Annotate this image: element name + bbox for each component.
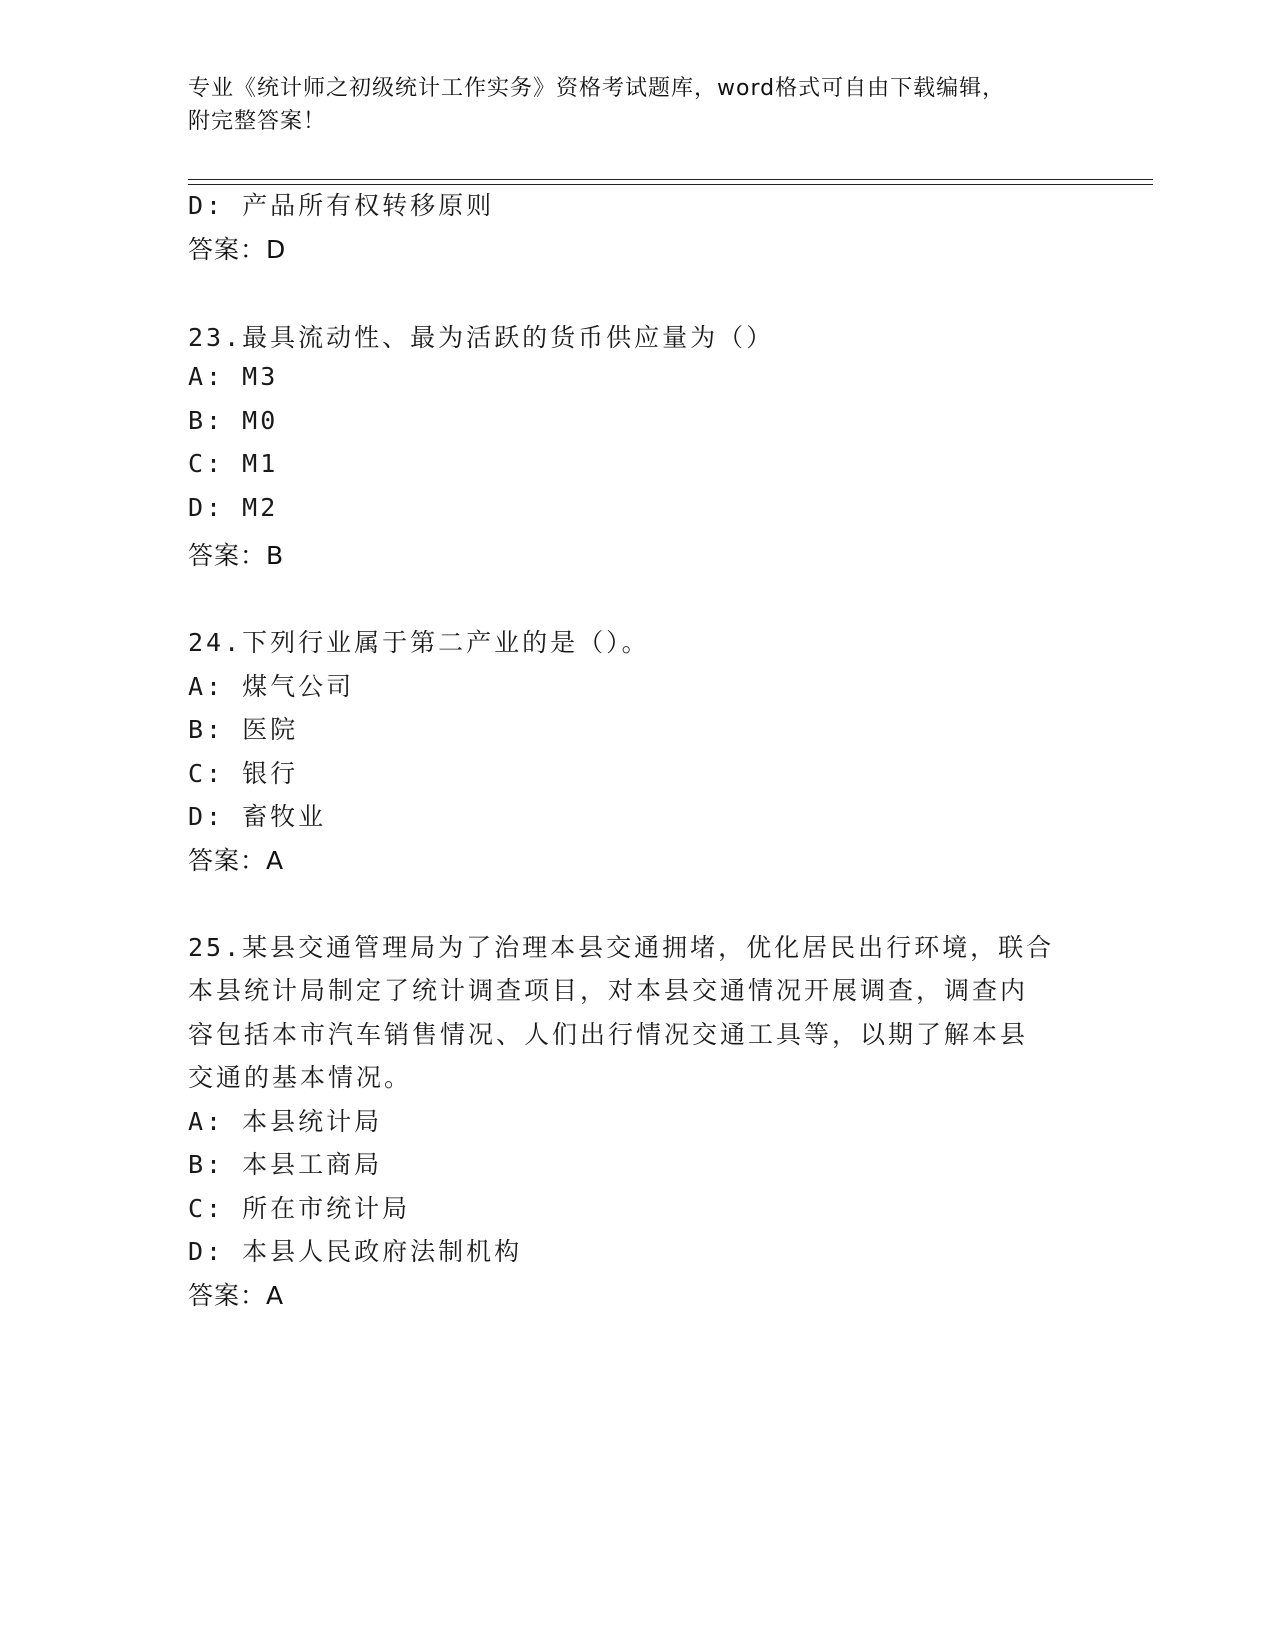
q23-option-b: B: M0 [188, 406, 279, 435]
q25-question-line-2: 本县统计局制定了统计调查项目，对本县交通情况开展调查，调查内 [188, 976, 1029, 1005]
prev-answer: 答案：D [188, 235, 287, 264]
q25-option-c: C: 所在市统计局 [188, 1194, 411, 1223]
q25-answer: 答案：A [188, 1281, 285, 1310]
q25-option-a: A: 本县统计局 [188, 1107, 383, 1136]
q24-option-b: B: 医院 [188, 715, 299, 744]
q25-question-line-1: 25.某县交通管理局为了治理本县交通拥堵，优化居民出行环境，联合 [188, 933, 1055, 962]
q23-answer: 答案：B [188, 541, 285, 570]
header-line-2: 附完整答案！ [188, 109, 327, 134]
prev-option-d: D: 产品所有权转移原则 [188, 191, 495, 220]
q24-option-d: D: 畜牧业 [188, 802, 327, 831]
page-header [188, 72, 1088, 138]
q25-question-line-4: 交通的基本情况。 [188, 1063, 413, 1092]
q24-answer: 答案：A [188, 846, 285, 875]
q23-option-a: A: M3 [188, 362, 279, 391]
q24-option-c: C: 银行 [188, 759, 299, 788]
q24-option-a: A: 煤气公司 [188, 672, 355, 701]
q25-question-line-3: 容包括本市汽车销售情况、人们出行情况交通工具等，以期了解本县 [188, 1020, 1029, 1049]
header-divider [188, 179, 1153, 185]
q23-question: 23.最具流动性、最为活跃的货币供应量为（） [188, 323, 775, 352]
header-line-1: 专业《统计师之初级统计工作实务》资格考试题库，word格式可自由下载编辑， [188, 76, 1006, 101]
q25-option-b: B: 本县工商局 [188, 1150, 383, 1179]
q24-question: 24.下列行业属于第二产业的是（）。 [188, 628, 650, 657]
q25-option-d: D: 本县人民政府法制机构 [188, 1237, 523, 1266]
q23-option-c: C: M1 [188, 449, 279, 478]
q23-option-d: D: M2 [188, 493, 279, 522]
